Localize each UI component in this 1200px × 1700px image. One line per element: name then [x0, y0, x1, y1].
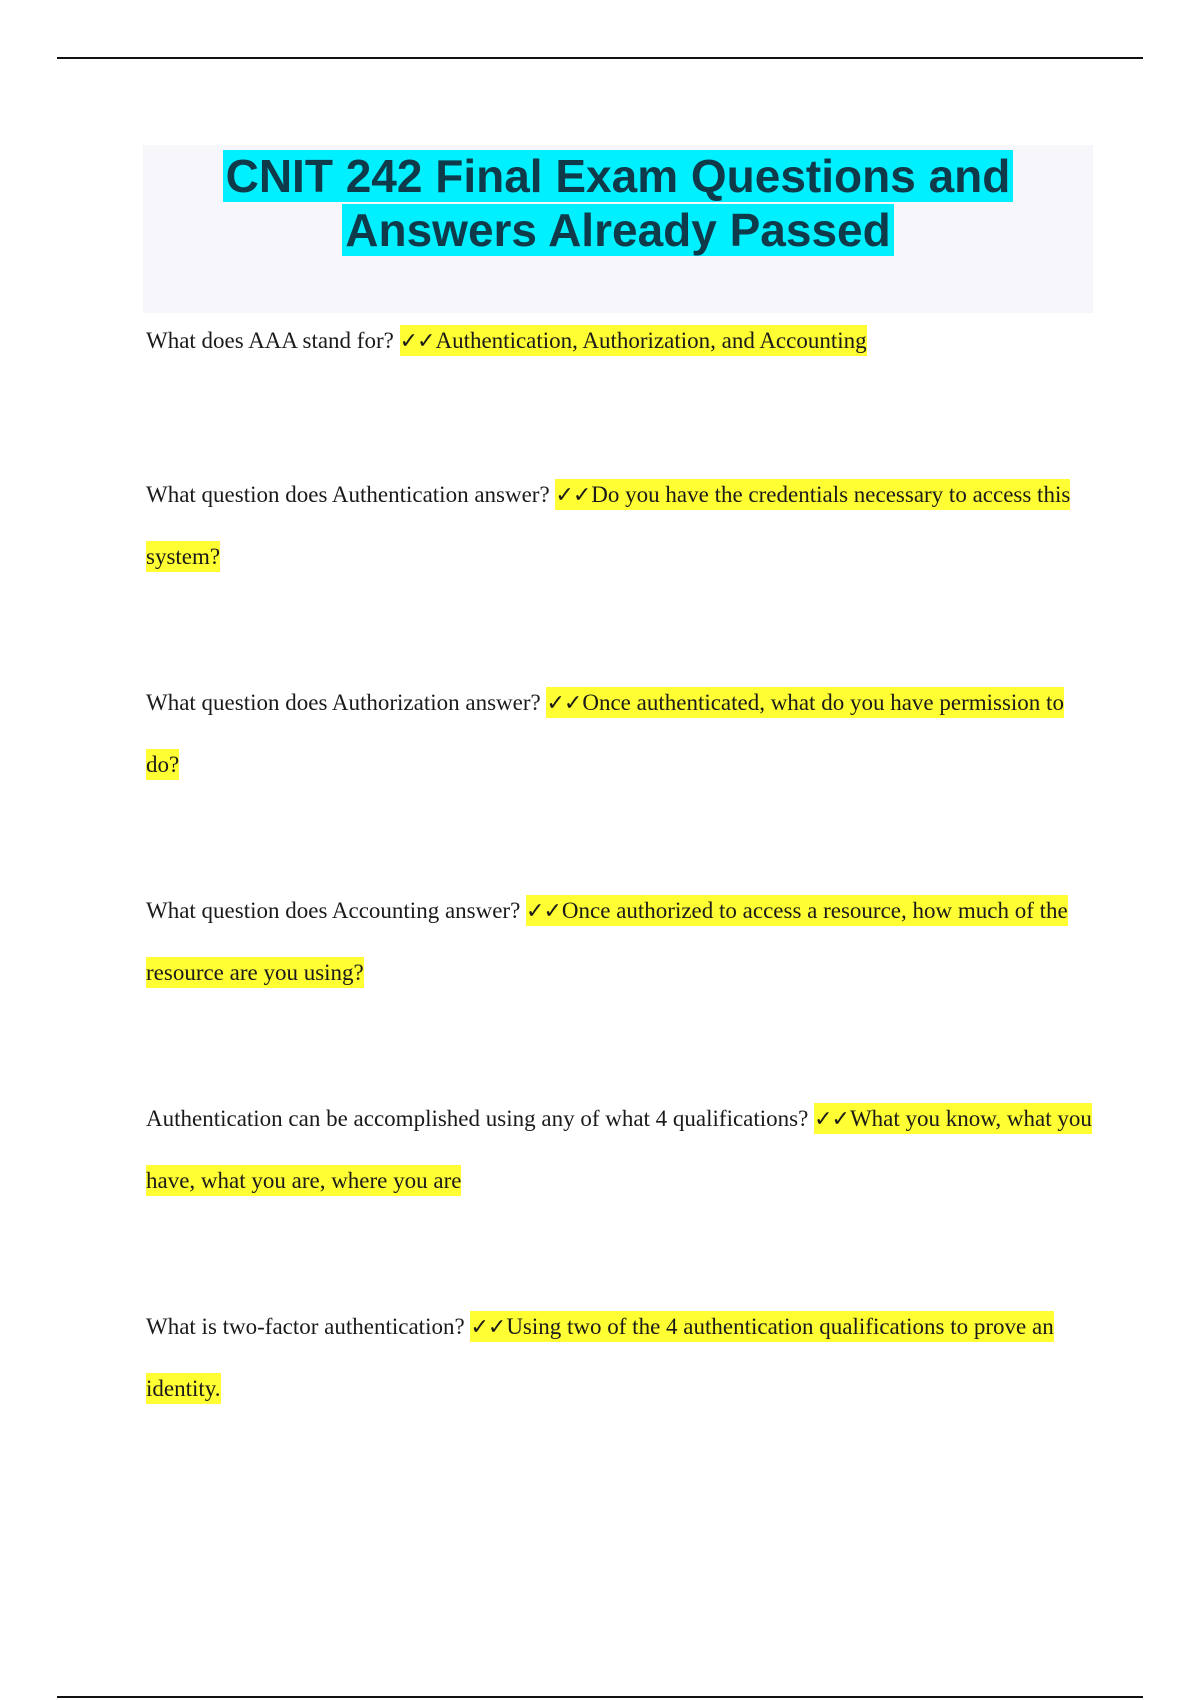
answer-text: Once authorized to access a resource, how much of the resource are you using?: [146, 898, 1068, 985]
answer-text: What you know, what you have, what you are, where you are: [146, 1106, 1092, 1193]
check-mark-icon: ✓✓: [526, 899, 561, 924]
qa-item-3: [146, 672, 1096, 795]
answer-text: Once authenticated, what do you have permission to do?: [146, 690, 1064, 777]
qa-item-4: [146, 880, 1096, 1003]
title-block: [143, 145, 1093, 313]
top-rule: [57, 57, 1143, 59]
qa-item-1: [146, 310, 1096, 372]
question-text: What question does Accounting answer?: [146, 898, 527, 923]
qa-item-5: [146, 1088, 1096, 1211]
check-mark-icon: ✓✓: [470, 1315, 506, 1340]
title-line-2: Answers Already Passed: [342, 204, 893, 256]
answer-text: Authentication, Authorization, and Accounting: [435, 328, 867, 353]
check-mark-icon: ✓✓: [555, 483, 591, 508]
question-text: What question does Authorization answer?: [146, 690, 547, 715]
check-mark-icon: ✓✓: [399, 329, 435, 354]
question-text: What is two-factor authentication?: [146, 1314, 471, 1339]
answer-text: Using two of the 4 authentication qualifications to prove an identity.: [146, 1314, 1054, 1401]
check-mark-icon: ✓✓: [546, 691, 582, 716]
question-text: What question does Authentication answer?: [146, 482, 556, 507]
qa-item-2: [146, 464, 1096, 587]
title-line-1: CNIT 242 Final Exam Questions and: [223, 150, 1014, 202]
bottom-rule: [57, 1696, 1143, 1698]
document-title: [143, 145, 1093, 257]
check-mark-icon: ✓✓: [814, 1107, 849, 1132]
question-text: What does AAA stand for?: [146, 328, 400, 353]
answer-text: Do you have the credentials necessary to access this system?: [146, 482, 1071, 569]
question-text: Authentication can be accomplished using any of what 4 qualifications?: [146, 1106, 815, 1131]
answer-highlight: [400, 325, 867, 356]
qa-item-6: [146, 1296, 1096, 1419]
